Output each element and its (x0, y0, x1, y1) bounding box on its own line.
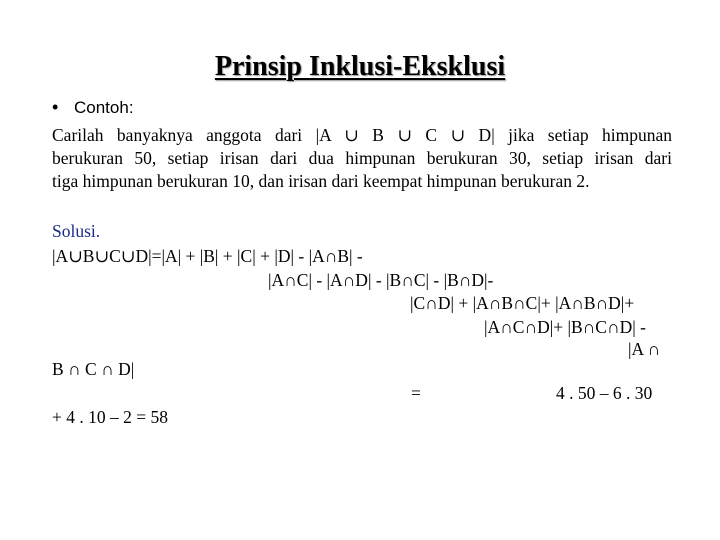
solution-line: B ∩ C ∩ D| (52, 359, 135, 379)
equals-sign: = (411, 383, 421, 403)
solution-line: |A∩C∩D|+ |B∩C∩D| - (484, 317, 646, 337)
problem-line: tiga himpunan berukuran 10, dan irisan dari keempat himpunan berukuran 2. (52, 171, 590, 191)
slide-title: Prinsip Inklusi-Eksklusi (214, 51, 506, 82)
bullet-dot: • (52, 97, 59, 117)
solution-result: + 4 . 10 – 2 = 58 (52, 407, 168, 427)
problem-statement (52, 124, 672, 193)
problem-line: berukuran 50, setiap irisan dari dua himpunan berukuran 30, setiap irisan dari (52, 148, 672, 168)
solution-line: |A∪B∪C∪D|=|A| + |B| + |C| + |D| - |A∩B| - (52, 246, 363, 266)
solution-line: 4 . 50 – 6 . 30 (556, 383, 653, 403)
solution-label: Solusi. (52, 221, 101, 241)
bullet-item (52, 95, 134, 119)
solution-line: |A ∩ (628, 339, 661, 359)
bullet-label: Contoh: (74, 98, 134, 117)
solution-line: |C∩D| + |A∩B∩C|+ |A∩B∩D|+ (410, 293, 635, 313)
problem-line: Carilah banyaknya anggota dari |A ∪ B ∪ C ∪ D| jika setiap himpunan (52, 125, 672, 145)
solution-line: |A∩C| - |A∩D| - |B∩C| - |B∩D|- (268, 270, 494, 290)
